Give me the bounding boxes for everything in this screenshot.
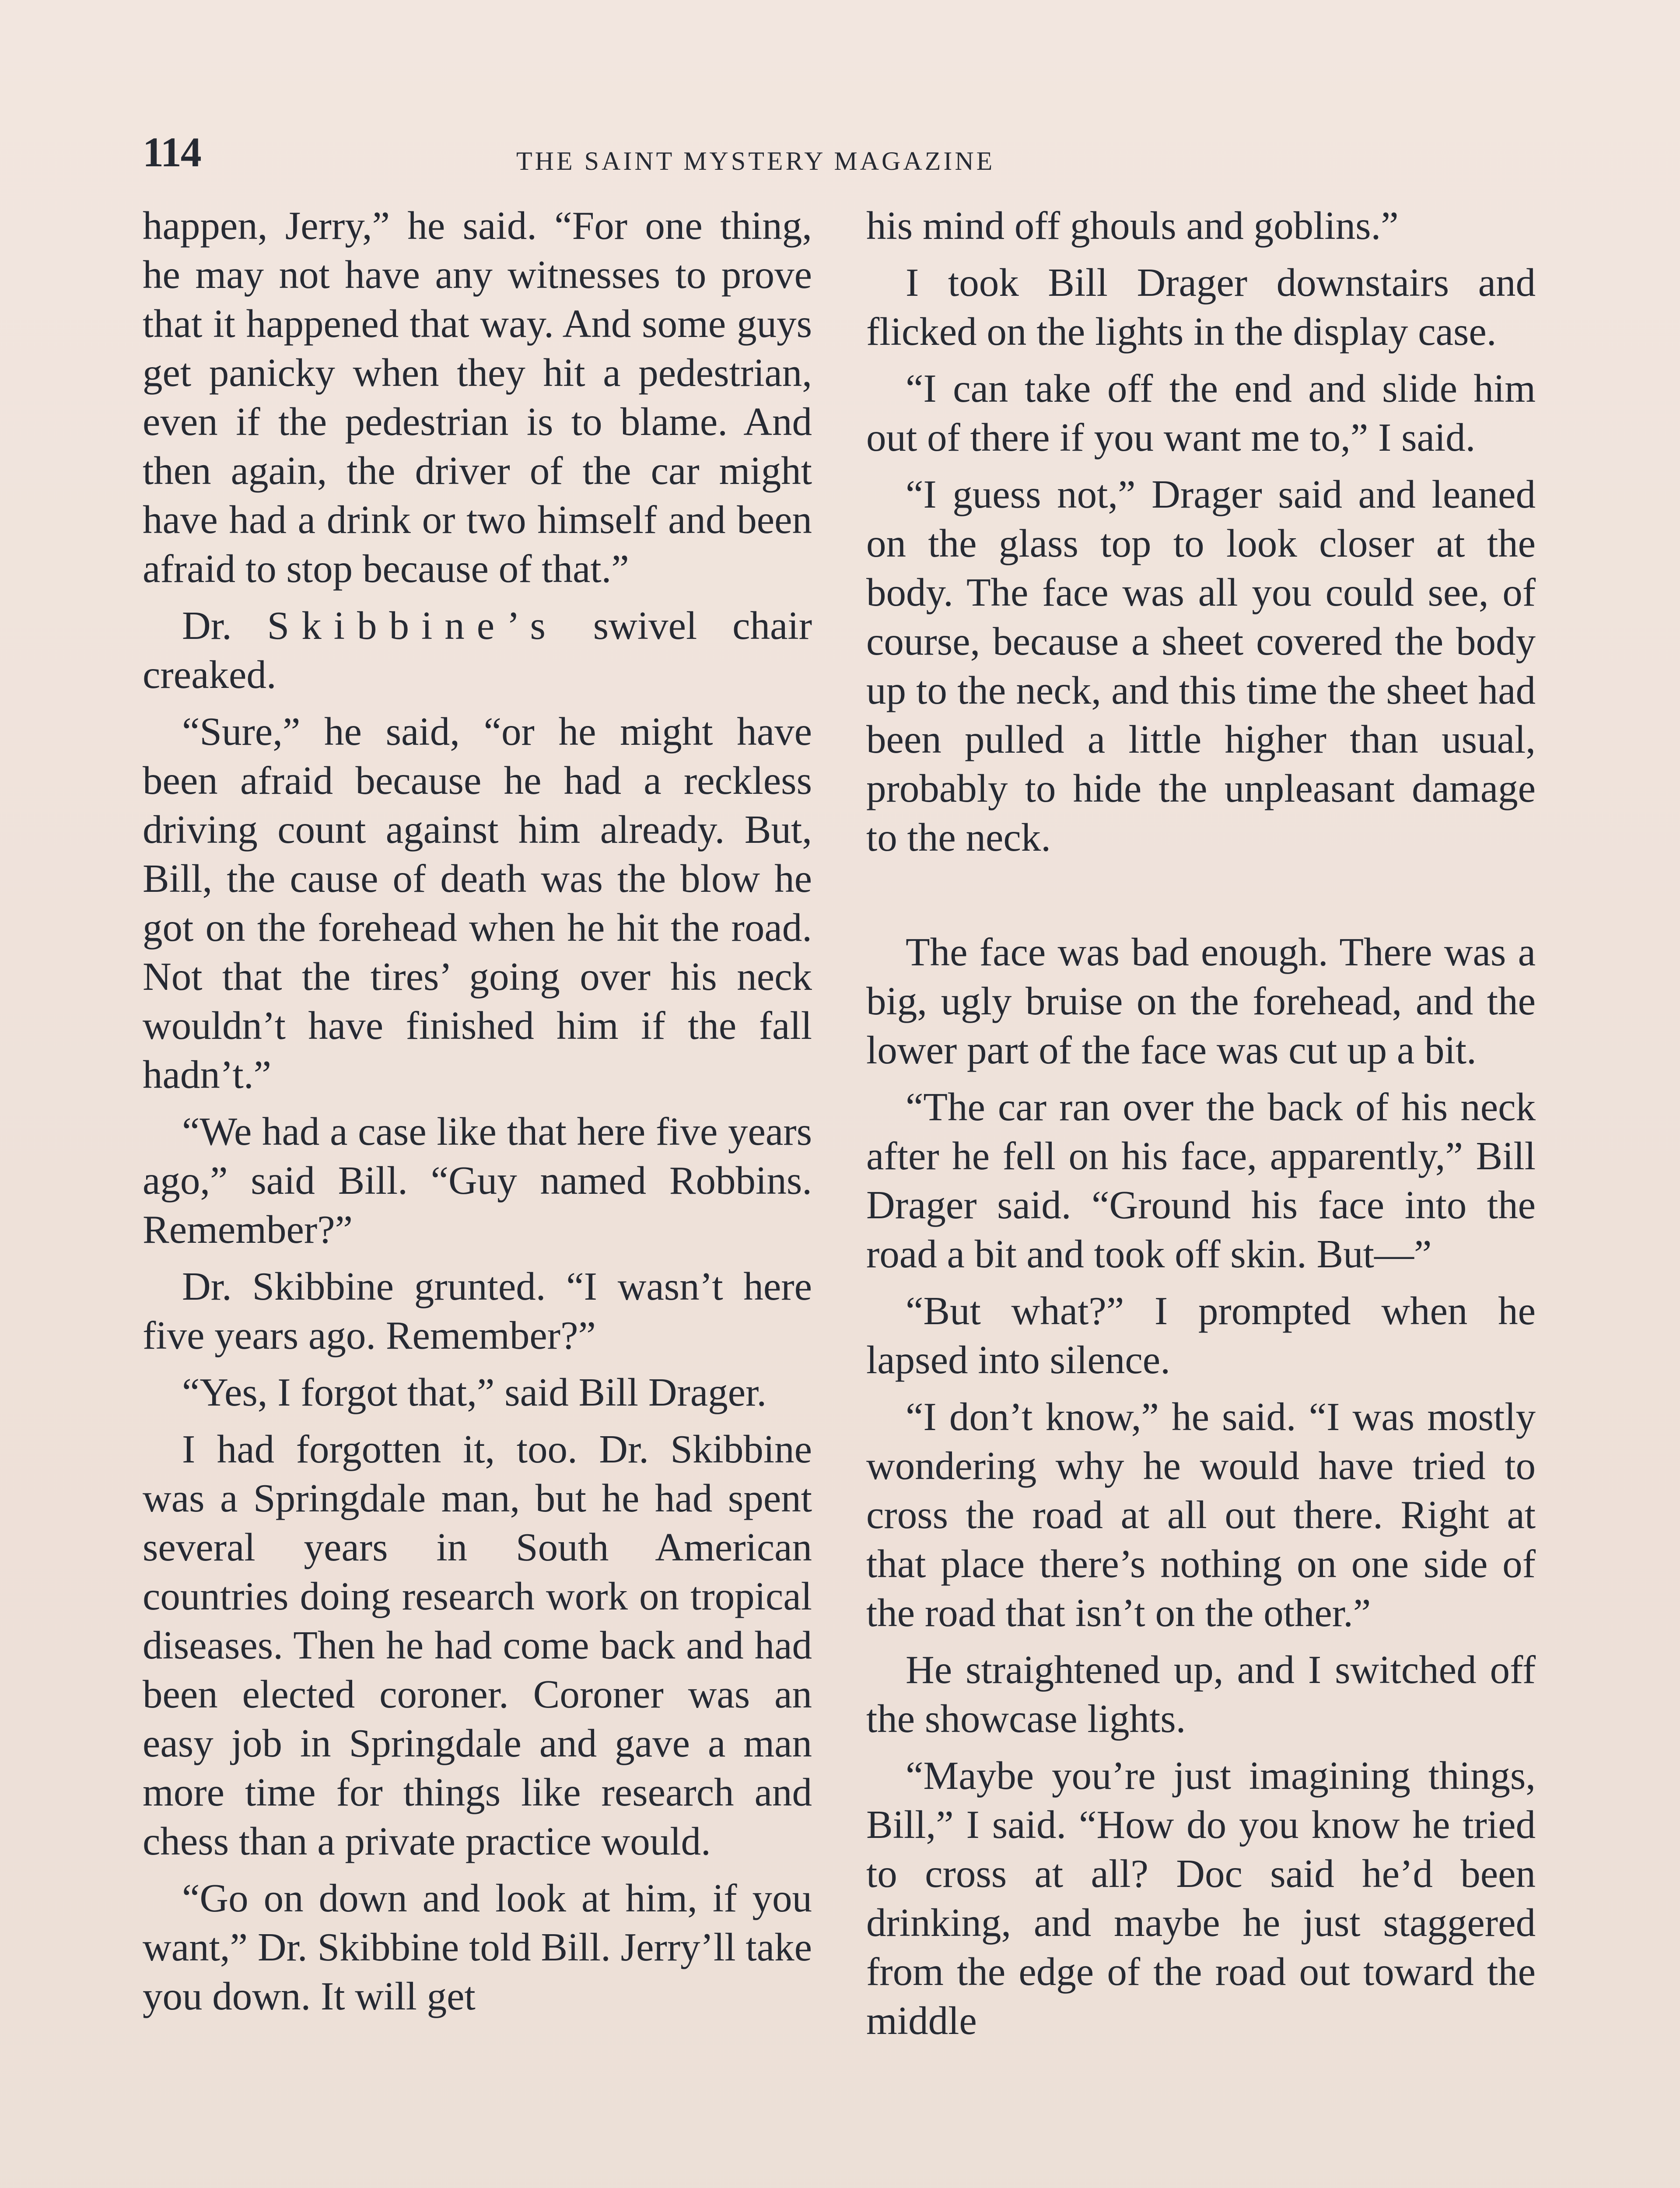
paragraph: I took Bill Drager downstairs and flicked on the lights in the display case. <box>866 260 1536 354</box>
paragraph: The face was bad enough. There was a big, ugly bruise on the forehead, and the lower part of the face was cut up a bit. <box>866 930 1536 1072</box>
running-head: THE SAINT MYSTERY MAGAZINE <box>516 147 995 175</box>
left-column <box>143 201 812 2029</box>
paragraph: “Yes, I forgot that,” said Bill Drager. <box>182 1370 767 1414</box>
paragraph: “But what?” I prompted when he lapsed into silence. <box>866 1289 1536 1382</box>
paragraph: “Go on down and look at him, if you want,” Dr. Skibbine told Bill. Jerry’ll take you down. It will get <box>143 1876 812 2018</box>
paragraph: “I don’t know,” he said. “I was mostly wondering why he would have tried to cross the road at all out there. Right at that place there’s nothing on one side of the road that isn’t on the other.” <box>866 1395 1536 1635</box>
page-number: 114 <box>143 129 201 175</box>
paragraph: “Maybe you’re just imagining things, Bill,” I said. “How do you know he tried to cross at all? Doc said he’d been drinking, and maybe he just staggered from the edge of the road out toward the middle <box>866 1753 1536 2043</box>
paragraph: He straightened up, and I switched off the showcase lights. <box>866 1648 1536 1741</box>
paragraph: “I guess not,” Drager said and leaned on the glass top to look closer at the body. The face was all you could see, of course, because a sheet covered the body up to the neck, and this time the sheet had been pulled a little higher than usual, probably to hide the unpleasant damage to the neck. <box>866 472 1536 859</box>
paragraph: “The car ran over the back of his neck after he fell on his face, apparently,” Bill Drager said. “Ground his face into the road a bit and took off skin. But—” <box>866 1085 1536 1276</box>
paragraph: “I can take off the end and slide him out of there if you want me to,” I said. <box>866 366 1536 459</box>
paragraph: Dr. Skibbine grunted. “I wasn’t here five years ago. Remember?” <box>143 1264 812 1357</box>
paragraph: “We had a case like that here five years ago,” said Bill. “Guy named Robbins. Remember?” <box>143 1109 812 1252</box>
paragraph: I had forgotten it, too. Dr. Skibbine was a Springdale man, but he had spent several years in South American countries doing research work on tropical diseases. Then he had come back and had been elected coroner. Coroner was an easy job in Springdale and gave a man more time for things like research and chess than a private practice would. <box>143 1427 812 1863</box>
paragraph: “Sure,” he said, “or he might have been afraid because he had a reckless driving count against him already. But, Bill, the cause of death was the blow he got on the forehead when he hit the road. Not that the tires’ going over his neck wouldn’t have finished him if the fall hadn’t.” <box>143 709 812 1097</box>
paragraph: Dr. Skibbine’s swivel chair creaked. <box>143 603 812 697</box>
right-column <box>866 201 1536 2053</box>
spaced-name: Skibbine’s <box>267 603 558 648</box>
paragraph: happen, Jerry,” he said. “For one thing, he may not have any witnesses to prove that it happened that way. And some guys get panicky when they hit a pedestrian, even if the pedestrian is to blame. And then again, the driver of the car might have had a drink or two himself and been afraid to stop because of that.” <box>143 203 812 591</box>
paragraph: his mind off ghouls and goblins.” <box>866 203 1399 248</box>
